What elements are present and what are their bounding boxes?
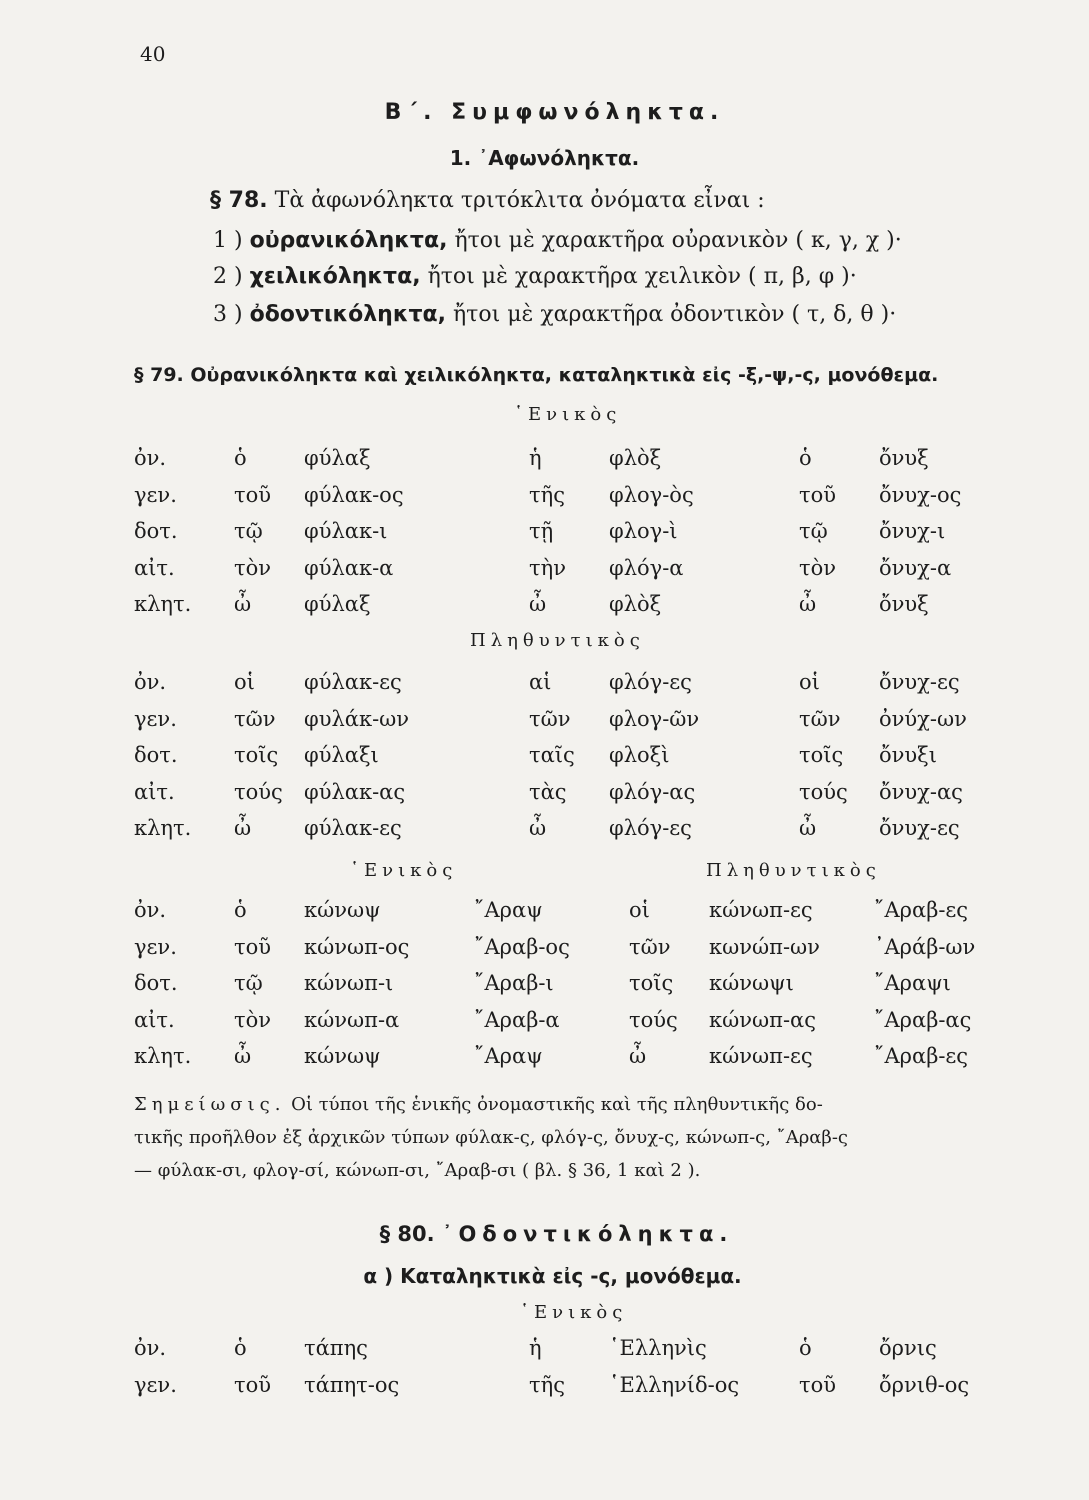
case-label: ὀν. [134, 1336, 167, 1361]
paragraph-80-title: ᾿Οδοντικόληκτα. [441, 1222, 734, 1246]
note-block [134, 1088, 1004, 1187]
table-cell: φλὸξ [609, 592, 662, 617]
table-cell: ῎Αραβ-ες [874, 898, 969, 923]
note-label: Σημείωσις. [134, 1094, 286, 1115]
table-cell: ὦ [234, 1044, 252, 1069]
table-row [134, 1038, 1024, 1075]
table-cell: ὦ [529, 816, 547, 841]
note-text: Οἱ τύποι τῆς ἑνικῆς ὀνομαστικῆς καὶ τῆς πληθυντικῆς δο- [291, 1094, 823, 1115]
table-cell: ῎Αραψ [474, 1044, 543, 1069]
table-cell: ὦ [234, 816, 252, 841]
table-cell: φλὸξ [609, 446, 662, 471]
table-cell: τὸν [234, 555, 272, 580]
table-cell: ῎Αραβ-ες [874, 1044, 969, 1069]
table-row [134, 586, 1039, 623]
paragraph-78-number: § 78. [210, 188, 268, 213]
table-cell: κώνωπ-ας [709, 1007, 816, 1032]
table-cell: οἱ [629, 898, 650, 923]
case-label: δοτ. [134, 971, 178, 996]
table-cell: φύλακ-ες [304, 816, 402, 841]
declension-table-singular [134, 440, 1039, 623]
table-cell: φύλακ-ας [304, 779, 406, 804]
list-item [213, 264, 857, 289]
item-term: χειλικόληκτα, [249, 264, 421, 289]
table-row [134, 513, 1039, 550]
case-label: κλητ. [134, 592, 192, 617]
item-text: ἤτοι μὲ χαρακτῆρα ὀδοντικὸν ( τ, δ, θ )· [453, 302, 897, 327]
table-cell: τῇ [529, 519, 554, 544]
case-label: ὀν. [134, 446, 167, 471]
paragraph-80-number: § 80. [379, 1222, 435, 1246]
table-cell: ῎Αραβ-α [474, 1007, 560, 1032]
table-cell: κώνωπ-ι [304, 971, 394, 996]
table-cell: φύλακ-ι [304, 519, 388, 544]
table-row [134, 774, 1039, 811]
subsection-a: α ) Καταληκτικὰ εἰς -ς, μονόθεμα. [363, 1264, 742, 1288]
item-number: 1 ) [213, 228, 243, 253]
table-cell: ὄνυξι [879, 743, 937, 768]
table-row [134, 892, 1024, 929]
table-row [134, 810, 1039, 847]
table-cell: ὁ [234, 1336, 247, 1361]
item-term: οὐρανικόληκτα, [249, 228, 448, 253]
table-cell: ἡ [529, 1336, 542, 1361]
table-row [134, 1367, 1039, 1404]
table-cell: ὄρνις [879, 1336, 937, 1361]
table-cell: ὦ [799, 592, 817, 617]
table-cell: κώνωψι [709, 971, 794, 996]
table-cell: τῆς [529, 482, 565, 507]
case-label: γεν. [134, 1372, 177, 1397]
table-cell: ἡ [529, 446, 542, 471]
table-row [134, 1002, 1024, 1039]
case-label: γεν. [134, 482, 177, 507]
table-cell: ᾿Αράβ-ων [874, 934, 976, 959]
paragraph-79-number: § 79. [134, 364, 184, 386]
table-row [134, 701, 1039, 738]
case-label: αἰτ. [134, 1007, 175, 1032]
item-number: 3 ) [213, 302, 243, 327]
table-cell: φλόγ-ες [609, 670, 692, 695]
table-cell: ῎Αραψι [874, 971, 951, 996]
table-cell: ὄνυχ-α [879, 555, 952, 580]
table-cell: κωνώπ-ων [709, 934, 820, 959]
table-row [134, 664, 1039, 701]
table-cell: φλογ-ὸς [609, 482, 694, 507]
table-cell: οἱ [234, 670, 255, 695]
table-cell: ὄνυχ-ας [879, 779, 963, 804]
subsection-title: 1. ᾿Αφωνόληκτα. [449, 146, 640, 170]
table-cell: κώνωψ [304, 898, 381, 923]
caption-singular: ῾Ενικὸς [514, 404, 622, 425]
table-cell: τοῦ [234, 1372, 272, 1397]
table-cell: κώνωπ-ες [709, 1044, 813, 1069]
table-cell: τῷ [234, 971, 263, 996]
table-cell: ὄνυξ [879, 592, 929, 617]
table-row [134, 737, 1039, 774]
table-cell: τοῦ [234, 482, 272, 507]
table-cell: φλογ-ῶν [609, 706, 700, 731]
paragraph-78 [210, 188, 765, 213]
declension-table-mixed [134, 892, 1024, 1075]
table-cell: φύλακ-ες [304, 670, 402, 695]
table-cell: τῆς [529, 1372, 565, 1397]
table-cell: ὦ [799, 816, 817, 841]
table-cell: τὸν [234, 1007, 272, 1032]
table-cell: ὄνυχ-ες [879, 670, 960, 695]
case-label: αἰτ. [134, 555, 175, 580]
table-cell: ῾Ελληνίδ-ος [609, 1372, 740, 1397]
paragraph-78-text: Τὰ ἀφωνόληκτα τριτόκλιτα ὀνόματα εἶναι : [274, 188, 765, 213]
table-cell: ὁ [234, 898, 247, 923]
caption-singular: ῾Ενικὸς [520, 1302, 628, 1323]
table-cell: αἱ [529, 670, 552, 695]
table-cell: φύλακ-ος [304, 482, 404, 507]
table-cell: τούς [629, 1007, 678, 1032]
case-label: δοτ. [134, 519, 178, 544]
table-cell: ὄνυξ [879, 446, 929, 471]
table-cell: τοῖς [629, 971, 674, 996]
table-cell: ὦ [234, 592, 252, 617]
table-row [134, 550, 1039, 587]
table-cell: τάπητ-ος [304, 1372, 400, 1397]
table-cell: φλόγ-α [609, 555, 684, 580]
table-row [134, 477, 1039, 514]
case-label: ὀν. [134, 898, 167, 923]
table-cell: τὸν [799, 555, 837, 580]
table-cell: φύλαξ [304, 592, 371, 617]
declension-table-plural [134, 664, 1039, 847]
table-row [134, 1330, 1039, 1367]
caption-plural: Πληθυντικὸς [706, 860, 881, 881]
table-cell: τοῦ [799, 482, 837, 507]
table-cell: ὄνυχ-ες [879, 816, 960, 841]
table-cell: τοῖς [799, 743, 844, 768]
table-cell: φυλάκ-ων [304, 706, 410, 731]
table-cell: ὁ [799, 446, 812, 471]
paragraph-79-text: Οὐρανικόληκτα καὶ χειλικόληκτα, καταληκτικὰ εἰς -ξ,-ψ,-ς, μονόθεμα. [190, 364, 939, 386]
table-cell: τῶν [629, 934, 671, 959]
table-cell: τῶν [234, 706, 276, 731]
table-cell: τῷ [234, 519, 263, 544]
table-cell: ὀνύχ-ων [879, 706, 967, 731]
table-cell: ῎Αραβ-ι [474, 971, 554, 996]
table-cell: τοῖς [234, 743, 279, 768]
table-cell: φλογ-ὶ [609, 519, 678, 544]
table-cell: τὴν [529, 555, 566, 580]
table-cell: τάπης [304, 1336, 368, 1361]
table-cell: φλόγ-ες [609, 816, 692, 841]
case-label: γεν. [134, 934, 177, 959]
table-cell: φλόγ-ας [609, 779, 696, 804]
table-cell: ὄρνιθ-ος [879, 1372, 970, 1397]
table-cell: κώνωπ-ος [304, 934, 410, 959]
table-cell: τοῦ [799, 1372, 837, 1397]
table-cell: τῶν [799, 706, 841, 731]
paragraph-80 [12, 1222, 1089, 1246]
caption-singular: ῾Ενικὸς [350, 860, 458, 881]
table-cell: ὄνυχ-ος [879, 482, 962, 507]
table-cell: τῷ [799, 519, 828, 544]
section-title: Β΄. Συμφωνόληκτα. [384, 100, 725, 125]
table-cell: φύλαξ [304, 446, 371, 471]
table-cell: ὁ [234, 446, 247, 471]
table-cell: τῶν [529, 706, 571, 731]
table-cell: ὁ [799, 1336, 812, 1361]
table-cell: ὦ [629, 1044, 647, 1069]
table-cell: ταῖς [529, 743, 575, 768]
table-cell: φύλακ-α [304, 555, 394, 580]
declension-table-dental [134, 1330, 1039, 1403]
table-cell: φύλαξι [304, 743, 379, 768]
item-number: 2 ) [213, 264, 243, 289]
case-label: γεν. [134, 706, 177, 731]
list-item [213, 302, 896, 327]
table-cell: οἱ [799, 670, 820, 695]
case-label: ὀν. [134, 670, 167, 695]
note-line: τικῆς προῆλθον ἐξ ἀρχικῶν τύπων φύλακ-ς, φλόγ-ς, ὄνυχ-ς, κώνωπ-ς, ῎Αραβ-ς [134, 1127, 848, 1148]
table-cell: κώνωψ [304, 1044, 381, 1069]
item-text: ἤτοι μὲ χαρακτῆρα χειλικὸν ( π, β, φ )· [427, 264, 857, 289]
table-cell: ῎Αραβ-ος [474, 934, 570, 959]
caption-plural: Πληθυντικὸς [470, 630, 645, 651]
case-label: δοτ. [134, 743, 178, 768]
paragraph-79 [134, 364, 938, 386]
table-cell: τὰς [529, 779, 567, 804]
table-row [134, 965, 1024, 1002]
table-cell: κώνωπ-α [304, 1007, 400, 1032]
page-number: 40 [140, 42, 166, 66]
table-cell: ὄνυχ-ι [879, 519, 946, 544]
table-cell: τούς [234, 779, 283, 804]
case-label: αἰτ. [134, 779, 175, 804]
case-label: κλητ. [134, 1044, 192, 1069]
table-cell: φλοξὶ [609, 743, 670, 768]
table-cell: ῾Ελληνὶς [609, 1336, 707, 1361]
table-cell: ὦ [529, 592, 547, 617]
table-cell: ῎Αραβ-ας [874, 1007, 972, 1032]
table-cell: ῎Αραψ [474, 898, 543, 923]
case-label: κλητ. [134, 816, 192, 841]
note-line: — φύλακ-σι, φλογ-σί, κώνωπ-σι, ῎Αραβ-σι ( βλ. § 36, 1 καὶ 2 ). [134, 1160, 701, 1181]
table-row [134, 929, 1024, 966]
list-item [213, 228, 902, 253]
item-text: ἤτοι μὲ χαρακτῆρα οὐρανικὸν ( κ, γ, χ )· [454, 228, 902, 253]
table-cell: τούς [799, 779, 848, 804]
table-cell: τοῦ [234, 934, 272, 959]
table-cell: κώνωπ-ες [709, 898, 813, 923]
item-term: ὀδοντικόληκτα, [249, 302, 446, 327]
note-line [134, 1088, 1004, 1121]
table-row [134, 440, 1039, 477]
